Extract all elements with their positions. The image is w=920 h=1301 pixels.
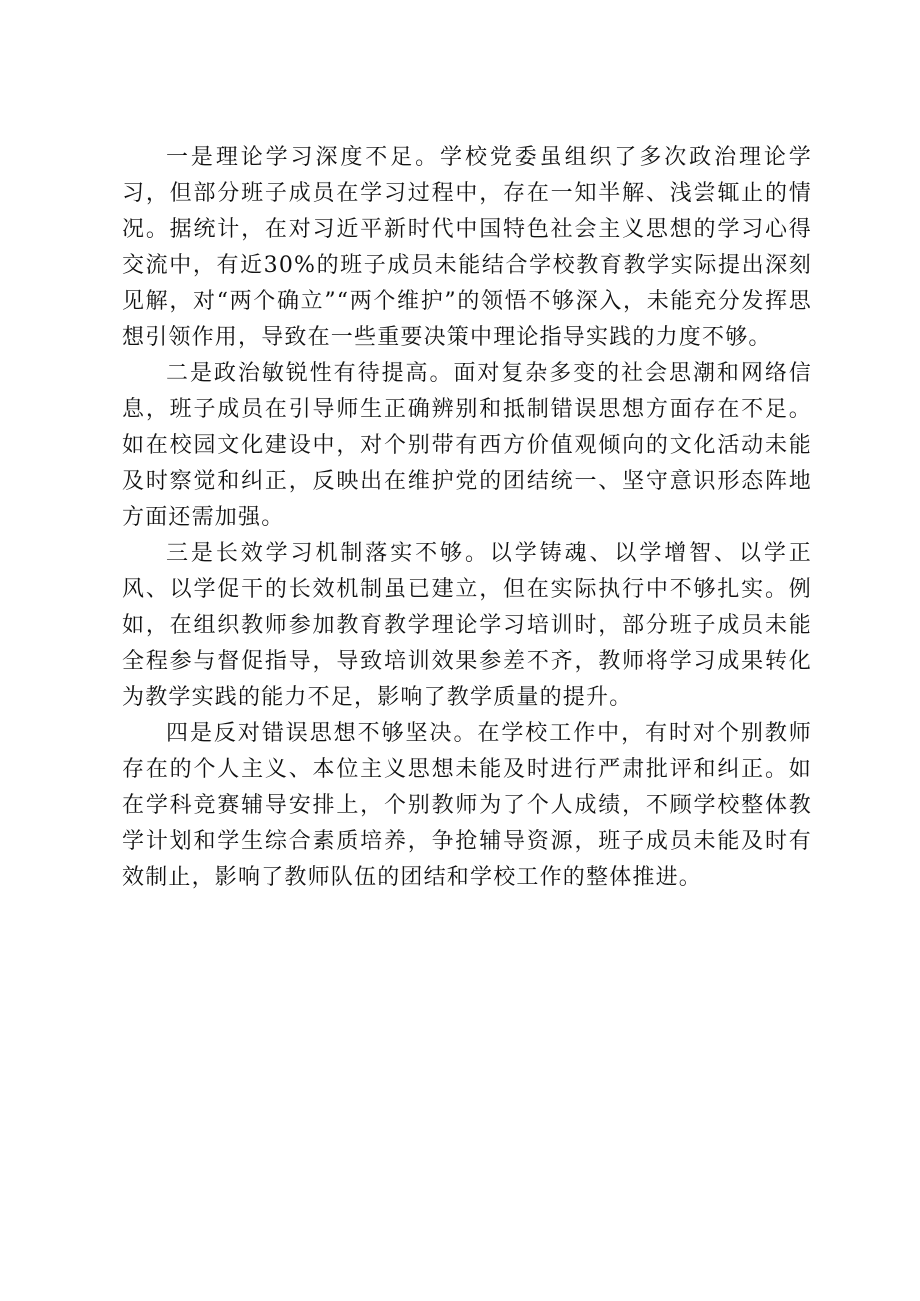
paragraph-opposing-wrong-ideas: 四是反对错误思想不够坚决。在学校工作中，有时对个别教师存在的个人主义、本位主义思想未能及时进行严肃批评和纠正。如在学科竞赛辅导安排上，个别教师为了个人成绩，不顾学校整体教学计划和学生综合素质培养，争抢辅导资源，班子成员未能及时有效制止，影响了教师队伍的团结和学校工作的整体推进。 xyxy=(122,721,812,890)
document-body xyxy=(122,140,812,896)
paragraph-learning-mechanism: 三是长效学习机制落实不够。以学铸魂、以学增智、以学正风、以学促干的长效机制虽已建立，但在实际执行中不够扎实。例如，在组织教师参加教育教学理论学习培训时，部分班子成员未能全程参与督促指导，导致培训效果参差不齐，教师将学习成果转化为教学实践的能力不足，影响了教学质量的提升。 xyxy=(122,541,812,710)
paragraph-political-sensitivity: 二是政治敏锐性有待提高。面对复杂多变的社会思潮和网络信息，班子成员在引导师生正确辨别和抵制错误思想方面存在不足。如在校园文化建设中，对个别带有西方价值观倾向的文化活动未能及时察觉和纠正，反映出在维护党的团结统一、坚守意识形态阵地方面还需加强。 xyxy=(122,361,812,530)
paragraph-theory-study: 一是理论学习深度不足。学校党委虽组织了多次政治理论学习，但部分班子成员在学习过程中，存在一知半解、浅尝辄止的情况。据统计，在对习近平新时代中国特色社会主义思想的学习心得交流中，有近30%的班子成员未能结合学校教育教学实际提出深刻见解，对“两个确立”“两个维护”的领悟不够深入，未能充分发挥思想引领作用，导致在一些重要决策中理论指导实践的力度不够。 xyxy=(122,145,812,350)
